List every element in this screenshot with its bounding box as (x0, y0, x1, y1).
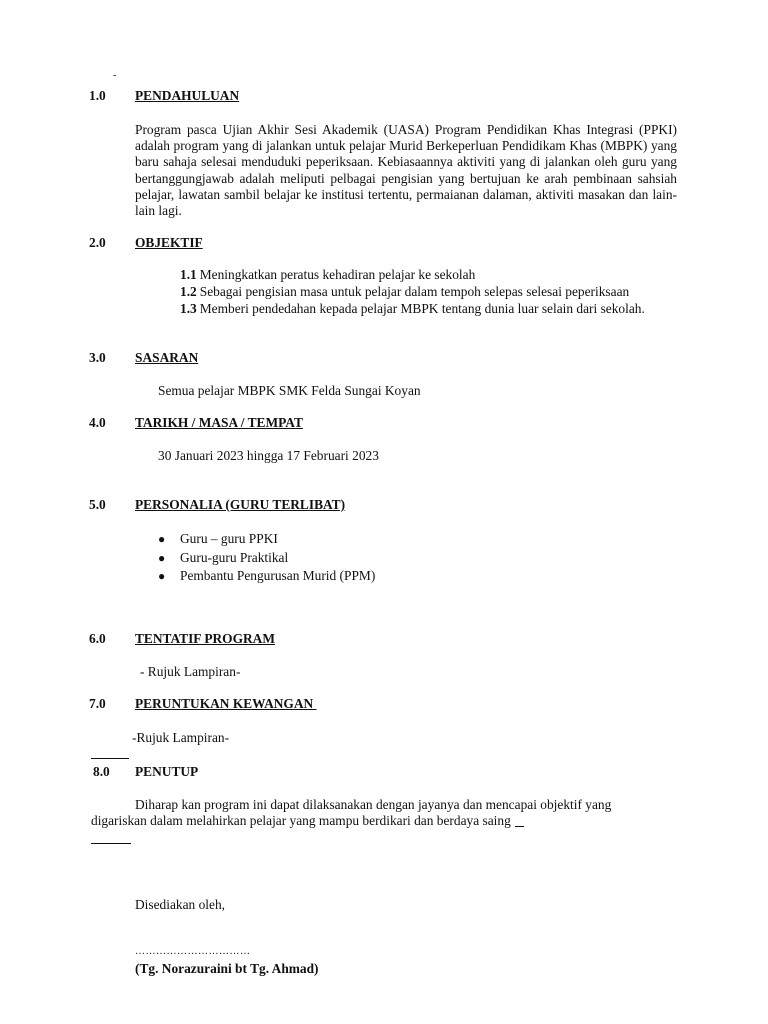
signature-dots: …………………………… (135, 946, 251, 957)
list-item (158, 549, 375, 568)
section-3-body: Semua pelajar MBPK SMK Felda Sungai Koyan (158, 383, 421, 398)
stray-mark: - (113, 70, 117, 81)
personalia-item: Guru – guru PPKI (180, 531, 278, 546)
section-3-number: 3.0 (89, 350, 106, 365)
personalia-item: Pembantu Pengurusan Murid (PPM) (180, 568, 376, 583)
signatory-name: (Tg. Norazuraini bt Tg. Ahmad) (135, 961, 319, 976)
section-1-paragraph: Program pasca Ujian Akhir Sesi Akademik (UASA) Program Pendidikan Khas Integrasi (PPKI) adalah program yang di jalankan untuk pelajar Murid Berkeperluan Pendidikam Khas (MBPK) yang baru sahaja selesai menduduki peperiksaan. Kebiasaannya aktiviti yang di jalankan oleh guru yang bertanggungjawab adalah meliputi pelbagai pengisian yang bertujuan ke arah pembinaan sahsiah pelajar, lawatan sambil belajar ke institusi tertentu, permaianan dalaman, aktiviti masakan dan lain-lain lagi. (135, 122, 677, 219)
objective-text: Meningkatkan peratus kehadiran pelajar ke sekolah (199, 267, 476, 282)
objective-item (180, 301, 645, 317)
objective-text: Sebagai pengisian masa untuk pelajar dalam tempoh selepas selesai peperiksaan (199, 284, 630, 299)
personalia-list (158, 530, 375, 586)
divider (515, 826, 524, 827)
objective-item (180, 267, 475, 283)
bullet-icon: ● (158, 532, 166, 546)
section-6-heading: TENTATIF PROGRAM (135, 631, 275, 646)
section-7-number: 7.0 (89, 696, 106, 711)
section-6-number: 6.0 (89, 631, 106, 646)
section-4-heading: TARIKH / MASA / TEMPAT (135, 415, 303, 430)
section-2-number: 2.0 (89, 235, 106, 250)
prepared-by-label: Disediakan oleh, (135, 897, 225, 912)
section-1-number: 1.0 (89, 88, 106, 103)
bullet-icon: ● (158, 550, 166, 565)
section-8-heading: PENUTUP (135, 764, 199, 779)
list-item (158, 567, 375, 586)
closing-line-2: digariskan dalam melahirkan pelajar yang mampu berdikari dan berdaya saing (91, 813, 511, 828)
section-2-heading: OBJEKTIF (135, 235, 203, 250)
list-item (158, 530, 375, 549)
bullet-icon: ● (158, 569, 166, 583)
divider (91, 843, 131, 844)
section-5-number: 5.0 (89, 497, 106, 512)
personalia-item: Guru-guru Praktikal (180, 549, 289, 565)
section-7-body: -Rujuk Lampiran- (132, 730, 230, 745)
section-1-heading: PENDAHULUAN (135, 88, 240, 103)
objective-text: Memberi pendedahan kepada pelajar MBPK tentang dunia luar selain dari sekolah. (199, 301, 645, 316)
objective-number: 1.3 (180, 301, 197, 316)
section-4-body: 30 Januari 2023 hingga 17 Februari 2023 (158, 448, 379, 463)
section-7-heading: PERUNTUKAN KEWANGAN (135, 696, 317, 711)
section-4-number: 4.0 (89, 415, 106, 430)
section-3-heading: SASARAN (135, 350, 199, 365)
section-8-number: 8.0 (93, 764, 110, 779)
section-5-heading: PERSONALIA (GURU TERLIBAT) (135, 497, 346, 512)
objective-number: 1.1 (180, 267, 197, 282)
divider (91, 758, 129, 759)
objective-item (180, 284, 629, 300)
section-6-body: - Rujuk Lampiran- (140, 664, 241, 679)
closing-line-1: Diharap kan program ini dapat dilaksanakan dengan jayanya dan mencapai objektif yang (135, 797, 612, 812)
objective-number: 1.2 (180, 284, 197, 299)
